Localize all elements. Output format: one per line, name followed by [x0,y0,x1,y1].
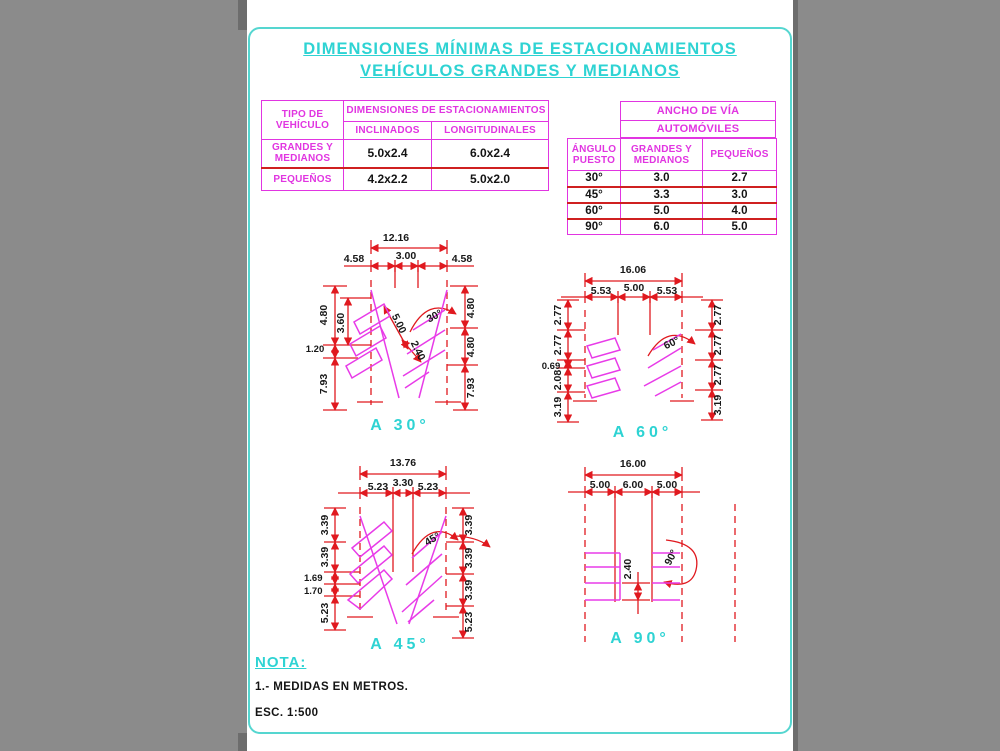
cell-longitudinales: 5.0x2.0 [432,168,549,191]
dim-label: 2.40 [622,558,634,580]
cell-angulo: 45° [568,187,621,203]
header-automoviles: AUTOMÓVILES [621,121,776,138]
dim-label: 4.58 [343,253,365,265]
title-line-1: DIMENSIONES MÍNIMAS DE ESTACIONAMIENTOS [303,40,737,58]
cell-angulo: 30° [568,171,621,187]
dim-label: 2.77 [712,364,724,386]
dim-label: 5.00 [656,479,678,491]
dim-label: 12.16 [382,232,410,244]
scale-note: ESC. 1:500 [255,707,319,719]
dim-label: 13.76 [389,457,417,469]
dim-label: 5.00 [388,311,409,336]
dim-label: 3.60 [335,312,347,334]
header-dimensiones: DIMENSIONES DE ESTACIONAMIENTOS [344,101,549,122]
dim-label: 7.93 [465,377,477,399]
cell-grandes: 3.0 [621,171,703,187]
ancho-via-header [620,101,776,138]
dim-label: 4.80 [318,304,330,326]
dim-label: 3.39 [463,579,475,601]
cell-pequenos: 2.7 [703,171,777,187]
diagram-a45-drawing [300,452,500,662]
cell-angulo: 60° [568,203,621,219]
header-angulo-puesto: ÁNGULO PUESTO [568,139,621,171]
cell-pequenos: 3.0 [703,187,777,203]
dim-label: 2.77 [552,334,564,356]
dim-label: 16.00 [619,458,647,470]
header-ancho-via: ANCHO DE VÍA [621,102,776,121]
table-row [568,203,777,219]
dim-label: 2.77 [712,304,724,326]
dim-label: 0.69 [541,361,561,372]
diagram-a30 [300,228,500,443]
angle-label: 30° [424,307,445,326]
nota-line: 1.- MEDIDAS EN METROS. [255,681,409,693]
cell-angulo: 90° [568,219,621,235]
cell-tipo: PEQUEÑOS [262,168,344,191]
dim-label: 6.00 [622,479,644,491]
cell-tipo: GRANDES Y MEDIANOS [262,140,344,168]
angle-label: 60° [661,334,682,353]
diagram-a90-title: A 90° [610,630,670,647]
drawing-title [250,38,790,82]
dim-label: 2.77 [712,334,724,356]
table-row [262,140,549,168]
header-tipo-vehiculo: TIPO DE VEHÍCULO [262,101,344,140]
sheet-edge-shadow [238,0,247,30]
diagram-a90 [560,452,770,662]
dim-label: 1.70 [304,586,323,597]
header-grandes-medianos: GRANDES Y MEDIANOS [621,139,703,171]
dim-label: 3.30 [392,477,414,489]
cell-longitudinales: 6.0x2.4 [432,140,549,168]
dim-label: 5.23 [367,481,389,493]
vehicle-dimensions-table [261,100,549,191]
dim-label: 5.53 [656,285,678,297]
dim-label: 3.19 [552,396,564,418]
dim-label: 3.39 [319,514,331,536]
dim-label: 3.39 [463,514,475,536]
sheet-edge-shadow [793,0,798,751]
angle-label: 45° [422,530,443,549]
dimension-labels [306,232,477,398]
dim-label: 5.23 [417,481,439,493]
dim-label: 4.80 [465,297,477,319]
dim-label: 5.00 [623,282,645,294]
dim-label: 1.69 [304,573,323,584]
cell-inclinados: 5.0x2.4 [344,140,432,168]
title-line-2: VEHÍCULOS GRANDES Y MEDIANOS [360,62,680,80]
table-row [262,168,549,191]
diagram-a30-title: A 30° [370,417,430,434]
diagram-a60-title: A 60° [612,424,673,441]
dim-label: 1.20 [305,344,325,355]
dim-label: 3.19 [712,394,724,416]
dim-label: 2.77 [552,304,564,326]
dim-label: 16.06 [619,264,647,276]
cell-pequenos: 4.0 [703,203,777,219]
dim-label: 2.40 [407,338,428,363]
cell-inclinados: 4.2x2.2 [344,168,432,191]
cell-grandes: 6.0 [621,219,703,235]
cell-grandes: 5.0 [621,203,703,219]
dimension-labels [542,264,724,417]
sheet-edge-shadow [238,733,247,751]
dim-label: 5.00 [589,479,611,491]
dimension-lines [568,467,735,642]
diagram-a45 [300,452,500,662]
dimension-labels [590,458,681,579]
header-longitudinales: LONGITUDINALES [432,121,549,139]
dim-label: 4.80 [465,336,477,358]
header-inclinados: INCLINADOS [344,121,432,139]
dimension-lines [557,273,723,422]
cell-pequenos: 5.0 [703,219,777,235]
dim-label: 3.39 [463,547,475,569]
dim-label: 4.58 [451,253,473,265]
table-row [568,187,777,203]
table-row [568,219,777,235]
dim-label: 7.93 [318,373,330,395]
angle-label: 90° [662,547,681,568]
diagram-a60 [535,258,750,458]
table-row [568,171,777,187]
dim-label: 5.23 [319,602,331,624]
header-pequenos: PEQUEÑOS [703,139,777,171]
dim-label: 2.08 [552,369,564,391]
dim-label: 5.53 [590,285,612,297]
cell-grandes: 3.3 [621,187,703,203]
nota-heading: NOTA: [255,654,307,671]
diagram-a30-drawing [300,228,500,428]
ancho-via-table [567,138,777,235]
diagram-a45-title: A 45° [370,636,430,653]
dim-label: 3.00 [395,250,417,262]
dim-label: 3.39 [319,546,331,568]
dim-label: 5.23 [463,611,475,633]
parking-stalls [346,290,447,398]
